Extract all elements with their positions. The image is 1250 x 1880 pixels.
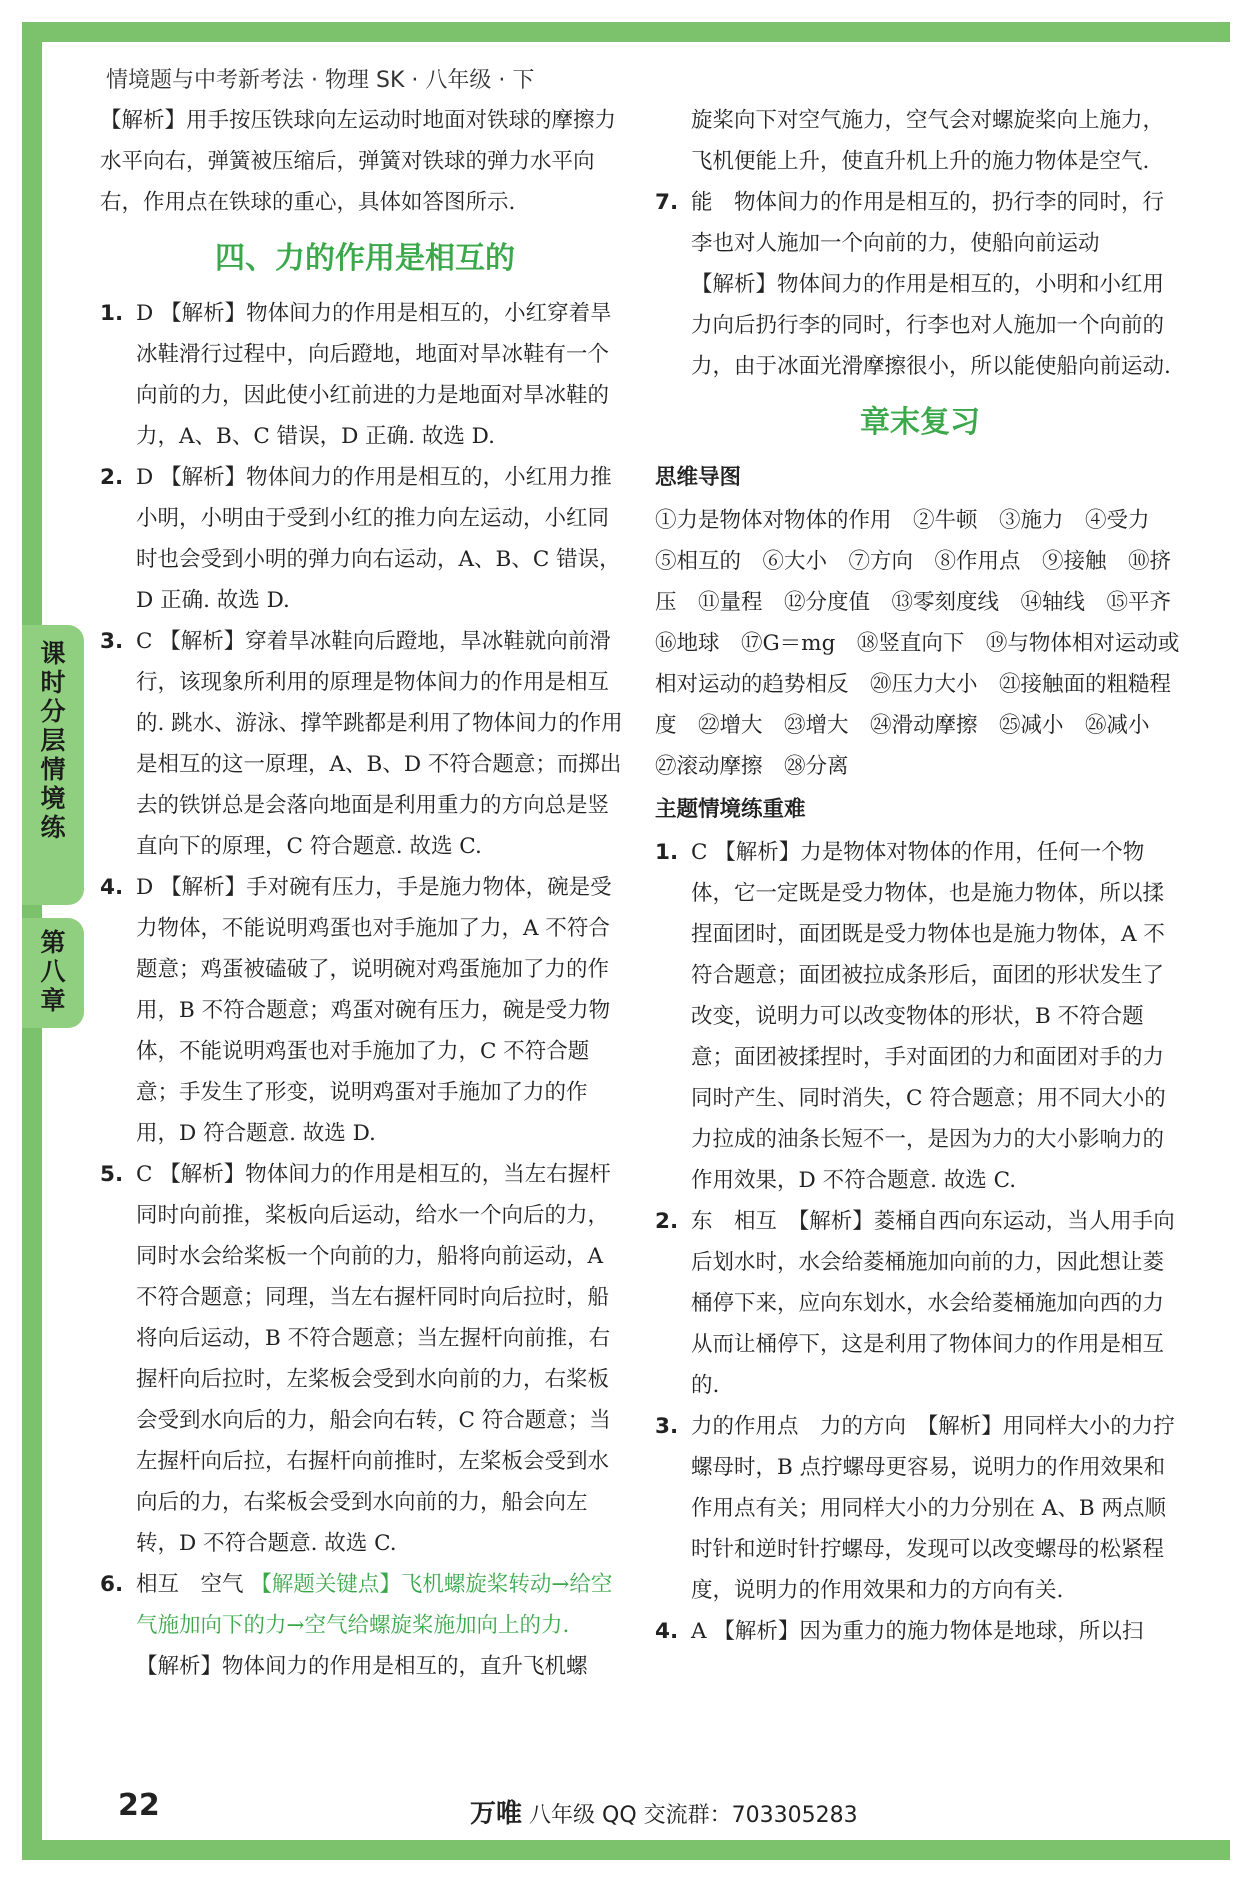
answer-item	[655, 832, 1185, 1201]
mindmap-answers: ①力是物体对物体的作用 ②牛顿 ③施力 ④受力 ⑤相互的 ⑥大小 ⑦方向 ⑧作用点 ⑨接触 ⑩挤压 ⑪量程 ⑫分度值 ⑬零刻度线 ⑭轴线 ⑮平齐 ⑯地球 ⑰G＝mg ⑱竖直向下 ⑲与物体相对运动或相对运动的趋势相反 ⑳压力大小 ㉑接触面的粗糙程度 ㉒增大 ㉓增大 ㉔滑动摩擦 ㉕减小 ㉖减小 ㉗滚动摩擦 ㉘分离	[655, 508, 1193, 779]
item-text: 力的作用点 力的方向 【解析】用同样大小的力拧螺母时，B 点拧螺母更容易，说明力的作用效果和作用点有关；用同样大小的力分别在 A、B 两点顺时针和逆时针拧螺母，发现可以改变螺母的松紧程度，说明力的作用效果和力的方向有关.	[691, 1414, 1175, 1603]
side-tab-char: 课	[40, 639, 66, 668]
side-tab-char: 分	[40, 697, 66, 726]
frame-top-bar	[22, 22, 1230, 42]
answer-item	[100, 621, 630, 867]
answer-item-7	[655, 182, 1185, 387]
continued-text: 旋桨向下对空气施力，空气会对螺旋桨向上施力，飞机便能上升，使直升机上升的施力物体是空气.	[691, 108, 1165, 174]
mindmap-title: 思维导图	[655, 465, 742, 490]
item-number: 5.	[100, 1162, 124, 1187]
item7-analysis: 【解析】物体间力的作用是相互的，小明和小红用力向后扔行李的同时，行李也对人施加一个向前的力，由于冰面光滑摩擦很小，所以能使船向前运动.	[691, 272, 1171, 379]
section-title-mutual-force: 四、力的作用是相互的	[215, 241, 515, 276]
item-text: D 【解析】物体间力的作用是相互的，小红穿着旱冰鞋滑行过程中，向后蹬地，地面对旱冰鞋有一个向前的力，因此使小红前进的力是地面对旱冰鞋的力，A、B、C 错误，D 正确. 故选 D.	[136, 301, 612, 449]
side-tab-chapter	[22, 918, 84, 1028]
side-tab-char: 境	[40, 784, 66, 813]
item6-key-point: 【解题关键点】飞机螺旋桨转动→给空气施加向下的力→空气给螺旋桨施加向上的力.	[136, 1572, 613, 1638]
footer-brand-line	[470, 1793, 858, 1830]
side-chapter-char: 八	[40, 957, 66, 986]
item6-answer: 相互 空气	[136, 1572, 244, 1597]
answer-item	[100, 1154, 630, 1564]
answer-item	[655, 1406, 1185, 1611]
side-tab-char: 情	[40, 755, 66, 784]
theme-title: 主题情境练重难	[655, 797, 806, 822]
side-tab-char: 时	[40, 668, 66, 697]
answer-item	[100, 457, 630, 621]
running-header: 情境题与中考新考法 · 物理 SK · 八年级 · 下	[106, 68, 535, 93]
side-tab-lesson	[22, 625, 84, 905]
item6-analysis: 【解析】物体间力的作用是相互的，直升飞机螺	[136, 1654, 588, 1679]
item6-analysis-block	[100, 1646, 630, 1687]
item-number: 4.	[655, 1619, 679, 1644]
answer-item	[655, 1611, 1185, 1652]
answer-item	[100, 293, 630, 457]
left-column	[100, 100, 630, 1687]
item-text: C 【解析】物体间力的作用是相互的，当左右握杆同时向前推，桨板向后运动，给水一个向后的力，同时水会给桨板一个向前的力，船将向前运动，A 不符合题意；同理，当左右握杆同时向后拉时，船将向后运动，B 不符合题意；当左握杆向前推，右握杆向后拉时，左桨板会受到水向前的力，右桨板会受到水向后的力，船会向右转，C 符合题意；当左握杆向后拉，右握杆向前推时，左桨板会受到水向后的力，右桨板会受到水向前的力，船会向左转，D 不符合题意. 故选 C.	[136, 1162, 611, 1556]
side-chapter-char: 章	[40, 986, 66, 1015]
item-text: C 【解析】力是物体对物体的作用，任何一个物体，它一定既是受力物体，也是施力物体，所以揉捏面团时，面团既是受力物体也是施力物体，A 不符合题意；面团被拉成条形后，面团的形状发生了改变，说明力可以改变物体的形状，B 不符合题意；面团被揉捏时，手对面团的力和面团对手的力同时产生、同时消失，C 符合题意；用不同大小的力拉成的油条长短不一，是因为力的大小影响力的作用效果，D 不符合题意. 故选 C.	[691, 840, 1166, 1193]
item-text: A 【解析】因为重力的施力物体是地球，所以扫	[691, 1619, 1144, 1644]
side-tab-char: 练	[40, 813, 66, 842]
page-number: 22	[118, 1788, 160, 1823]
intro-analysis: 【解析】用手按压铁球向左运动时地面对铁球的摩擦力水平向右，弹簧被压缩后，弹簧对铁球的弹力水平向右，作用点在铁球的重心，具体如答图所示.	[100, 108, 617, 215]
item-number: 2.	[100, 465, 124, 490]
item-text: D 【解析】手对碗有压力，手是施力物体，碗是受力物体，不能说明鸡蛋也对手施加了力，A 不符合题意；鸡蛋被磕破了，说明碗对鸡蛋施加了力的作用，B 不符合题意；鸡蛋对碗有压力，碗是受力物体，不能说明鸡蛋也对手施加了力，C 不符合题意；手发生了形变，说明鸡蛋对手施加了力的作用，D 符合题意. 故选 D.	[136, 875, 612, 1146]
side-chapter-char: 第	[40, 928, 66, 957]
item-text: C 【解析】穿着旱冰鞋向后蹬地，旱冰鞋就向前滑行，该现象所利用的原理是物体间力的作用是相互的. 跳水、游泳、撑竿跳都是利用了物体间力的作用是相互的这一原理，A、B、D 不符合题意；而掷出去的铁饼总是会落向地面是利用重力的方向总是竖直向下的原理，C 符合题意. 故选 C.	[136, 629, 623, 859]
item-text: 东 相互 【解析】菱桶自西向东运动，当人用手向后划水时，水会给菱桶施加向前的力，因此想让菱桶停下来，应向东划水，水会给菱桶施加向西的力从而让桶停下，这是利用了物体间力的作用是相互的.	[691, 1209, 1175, 1398]
section-title-chapter-review: 章末复习	[860, 405, 980, 440]
footer-text: 八年级 QQ 交流群：703305283	[529, 1803, 858, 1828]
side-tab-char: 层	[40, 726, 66, 755]
item7-text: 能 物体间力的作用是相互的，扔行李的同时，行李也对人施加一个向前的力，使船向前运动	[691, 190, 1165, 256]
answer-item	[655, 1201, 1185, 1406]
item-number: 3.	[100, 629, 124, 654]
item-number: 7.	[655, 190, 679, 215]
item-number: 1.	[100, 301, 124, 326]
item-number: 1.	[655, 840, 679, 865]
item-number: 6.	[100, 1572, 124, 1597]
answer-item	[100, 867, 630, 1154]
answer-item-6	[100, 1564, 630, 1646]
item-number: 3.	[655, 1414, 679, 1439]
right-column	[655, 100, 1193, 1652]
item-text: D 【解析】物体间力的作用是相互的，小红用力推小明，小明由于受到小红的推力向左运动，小红同时也会受到小明的弹力向右运动，A、B、C 错误，D 正确. 故选 D.	[136, 465, 621, 613]
brand-logo: 万唯	[470, 1799, 523, 1829]
item-number: 2.	[655, 1209, 679, 1234]
continued-text-block	[655, 100, 1185, 182]
item-number: 4.	[100, 875, 124, 900]
frame-bottom-bar	[22, 1840, 1230, 1860]
